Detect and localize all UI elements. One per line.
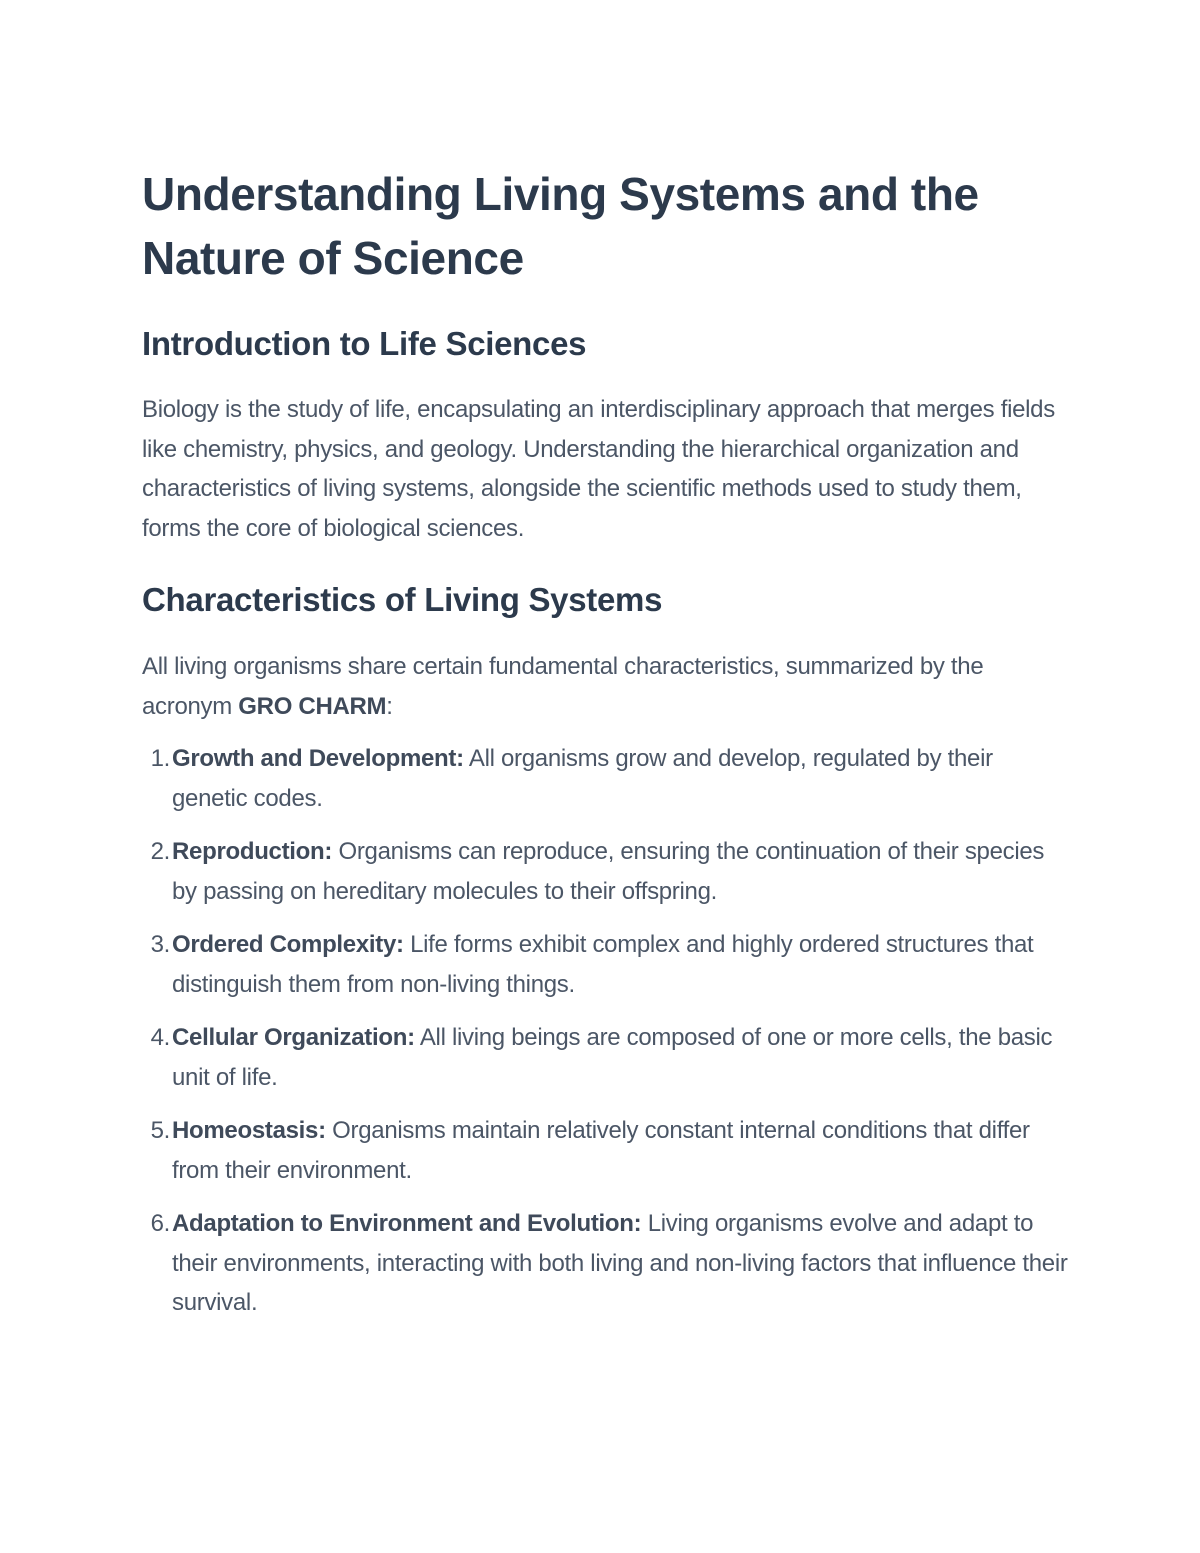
list-term-separator: : (633, 1210, 642, 1237)
document-page (142, 162, 1072, 1337)
introduction-paragraph: Biology is the study of life, encapsulating an interdisciplinary approach that merges fields like chemistry, physics, and geology. Understanding the hierarchical organization and characteristics of living systems, alongside the scientific methods used to study them, forms the core of biological sciences. (142, 396, 1055, 542)
list-item (150, 925, 1072, 1004)
list-term-separator: : (407, 1024, 415, 1051)
document-title: Understanding Living Systems and the Nature of Science (142, 168, 979, 284)
list-term-separator: : (324, 838, 333, 865)
list-term: Growth and Development (172, 745, 457, 772)
intro-text: All living organisms share certain fundamental characteristics, summarized by the acronym (142, 653, 984, 720)
list-description: Life forms exhibit complex and highly ordered structures that distinguish them from non-living things. (172, 931, 1034, 998)
list-number: 4. (150, 1024, 170, 1051)
list-number: 6. (150, 1210, 170, 1237)
list-term: Ordered Complexity (172, 931, 396, 958)
list-description: All organisms grow and develop, regulated by their genetic codes. (172, 745, 993, 812)
list-term: Reproduction (172, 838, 325, 865)
acronym-gro-charm: GRO CHARM (238, 692, 387, 720)
section-heading-introduction: Introduction to Life Sciences (142, 325, 587, 362)
list-term: Homeostasis (172, 1117, 319, 1144)
list-item (150, 832, 1072, 911)
list-term: Cellular Organization (172, 1024, 408, 1051)
list-number: 1. (150, 745, 170, 772)
list-description: Organisms can reproduce, ensuring the continuation of their species by passing on hereditary molecules to their offspring. (172, 838, 1045, 905)
list-number: 2. (150, 838, 170, 865)
characteristics-intro-paragraph (142, 647, 1072, 726)
list-item (150, 1111, 1072, 1190)
list-term: Adaptation to Environment and Evolution (172, 1210, 634, 1237)
list-term-separator: : (318, 1117, 326, 1144)
list-item (150, 739, 1072, 818)
list-term-separator: : (456, 745, 464, 772)
list-description: Organisms maintain relatively constant internal conditions that differ from their environment. (172, 1117, 1030, 1184)
list-description: All living beings are composed of one or more cells, the basic unit of life. (172, 1024, 1053, 1091)
list-item (150, 1018, 1072, 1097)
section-heading-characteristics: Characteristics of Living Systems (142, 581, 663, 618)
list-term-separator: : (396, 931, 404, 958)
list-item (150, 1204, 1072, 1323)
intro-end: : (386, 692, 393, 720)
characteristics-list (142, 739, 1072, 1323)
list-number: 5. (150, 1117, 170, 1144)
list-description: Living organisms evolve and adapt to their environments, interacting with both living and non-living factors that influence their survival. (172, 1210, 1068, 1316)
list-number: 3. (150, 931, 170, 958)
